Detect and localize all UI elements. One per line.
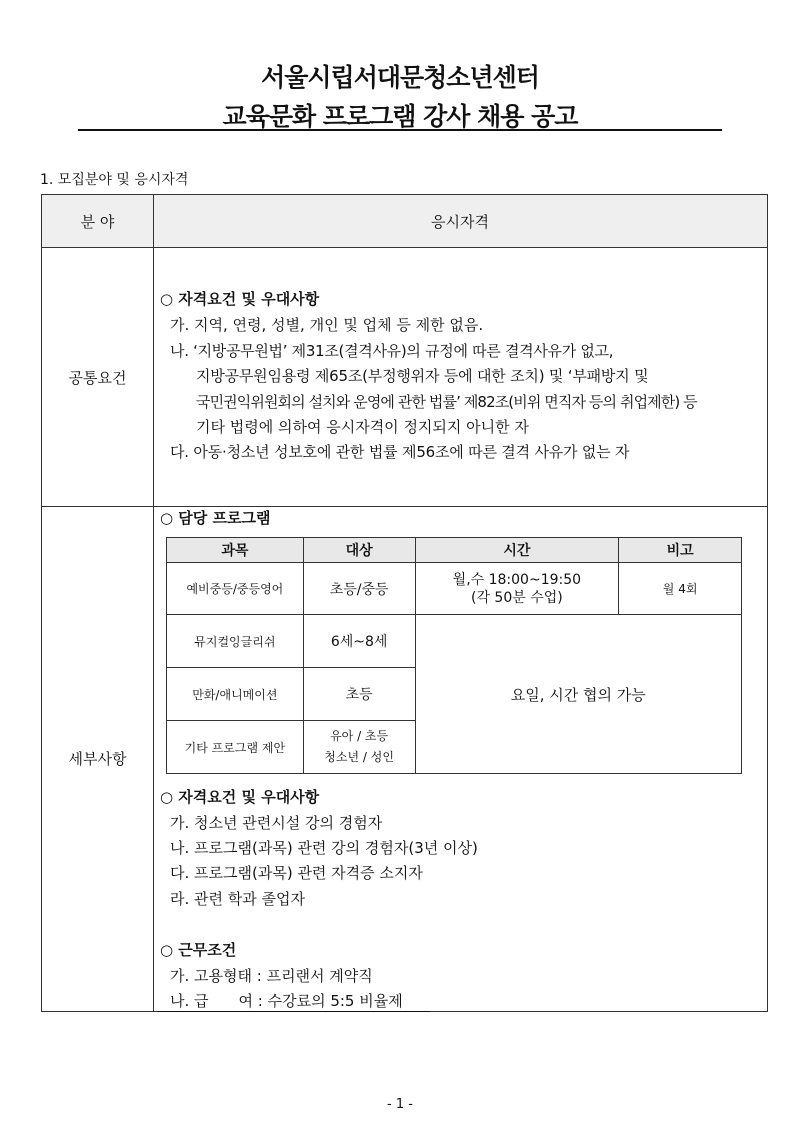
title-line-1: 서울시립서대문청소년센터 <box>261 63 539 92</box>
program-col-target: 대상 <box>303 538 415 563</box>
qualification-item-a: 가. 청소년 관련시설 강의 경험자 <box>170 814 383 832</box>
program-time <box>415 563 619 615</box>
program-col-note: 비고 <box>619 538 742 563</box>
program-target: 초등/중등 <box>303 563 415 615</box>
table-row <box>167 563 742 615</box>
work-item-a: 가. 고용형태 : 프리랜서 계약직 <box>170 967 373 985</box>
qualification-item-b: 나. 프로그램(과목) 관련 강의 경험자(3년 이상) <box>170 839 478 857</box>
program-target-line2: 청소년 / 성인 <box>324 750 394 764</box>
row-label-details: 세부사항 <box>68 750 127 768</box>
program-target: 6세~8세 <box>303 615 415 668</box>
header-divider <box>42 247 767 248</box>
row-divider <box>42 506 767 507</box>
program-time-merged: 요일, 시간 협의 가능 <box>415 615 742 774</box>
program-note: 월 4회 <box>619 563 742 615</box>
title-line-2: 교육문화 프로그램 강사 채용 공고 <box>222 102 578 131</box>
common-item-c: 다. 아동·청소년 성보호에 관한 법률 제56조에 따른 결격 사유가 없는 자 <box>170 443 630 461</box>
work-item-b: 나. 급 여 : 수강료의 5:5 비율제 <box>170 992 403 1010</box>
common-item-a: 가. 지역, 연령, 성별, 개인 및 업체 등 제한 없음. <box>170 316 484 334</box>
program-time-line2: (각 50분 수업) <box>470 589 563 606</box>
common-item-b-cont3: 기타 법령에 의하여 응시자격이 정지되지 아니한 자 <box>196 418 529 436</box>
section-heading: 1. 모집분야 및 응시자격 <box>40 172 189 188</box>
table-row <box>167 615 742 668</box>
program-subject: 기타 프로그램 제안 <box>167 721 304 774</box>
qualification-item-c: 다. 프로그램(과목) 관련 자격증 소지자 <box>170 864 423 882</box>
common-item-b: 나. ‘지방공무원법’ 제31조(결격사유)의 규정에 따른 결격사유가 없고, <box>170 342 614 360</box>
row-label-common: 공통요건 <box>68 369 127 387</box>
title-underline <box>78 129 722 131</box>
column-divider <box>153 195 154 1011</box>
program-table <box>166 537 742 774</box>
program-subject: 예비중등/중등영어 <box>167 563 304 615</box>
program-target: 초등 <box>303 668 415 721</box>
work-heading: ○ 근무조건 <box>160 941 237 959</box>
common-item-b-cont2: 국민권익위원회의 설치와 운영에 관한 법률’ 제82조(비위 면직자 등의 취업제한) 등 <box>196 393 697 411</box>
qualification-heading: ○ 자격요건 및 우대사항 <box>160 788 320 806</box>
program-time-line1: 월,수 18:00~19:50 <box>452 571 582 588</box>
common-heading: ○ 자격요건 및 우대사항 <box>160 290 320 308</box>
program-heading: ○ 담당 프로그램 <box>160 509 271 527</box>
program-col-subject: 과목 <box>167 538 304 563</box>
program-subject: 뮤지컬잉글리쉬 <box>167 615 304 668</box>
column-header-field: 분 야 <box>80 213 115 231</box>
page-number: - 1 - <box>387 1097 413 1112</box>
common-item-b-cont1: 지방공무원임용령 제65조(부정행위자 등에 대한 조치) 및 ‘부패방지 및 <box>196 367 649 385</box>
qualification-item-d: 라. 관련 학과 졸업자 <box>170 890 305 908</box>
program-target-line1: 유아 / 초등 <box>330 729 389 743</box>
program-target <box>303 721 415 774</box>
program-subject: 만화/애니메이션 <box>167 668 304 721</box>
program-col-time: 시간 <box>415 538 619 563</box>
work-underline <box>158 1011 430 1012</box>
column-header-qualification: 응시자격 <box>431 213 489 231</box>
